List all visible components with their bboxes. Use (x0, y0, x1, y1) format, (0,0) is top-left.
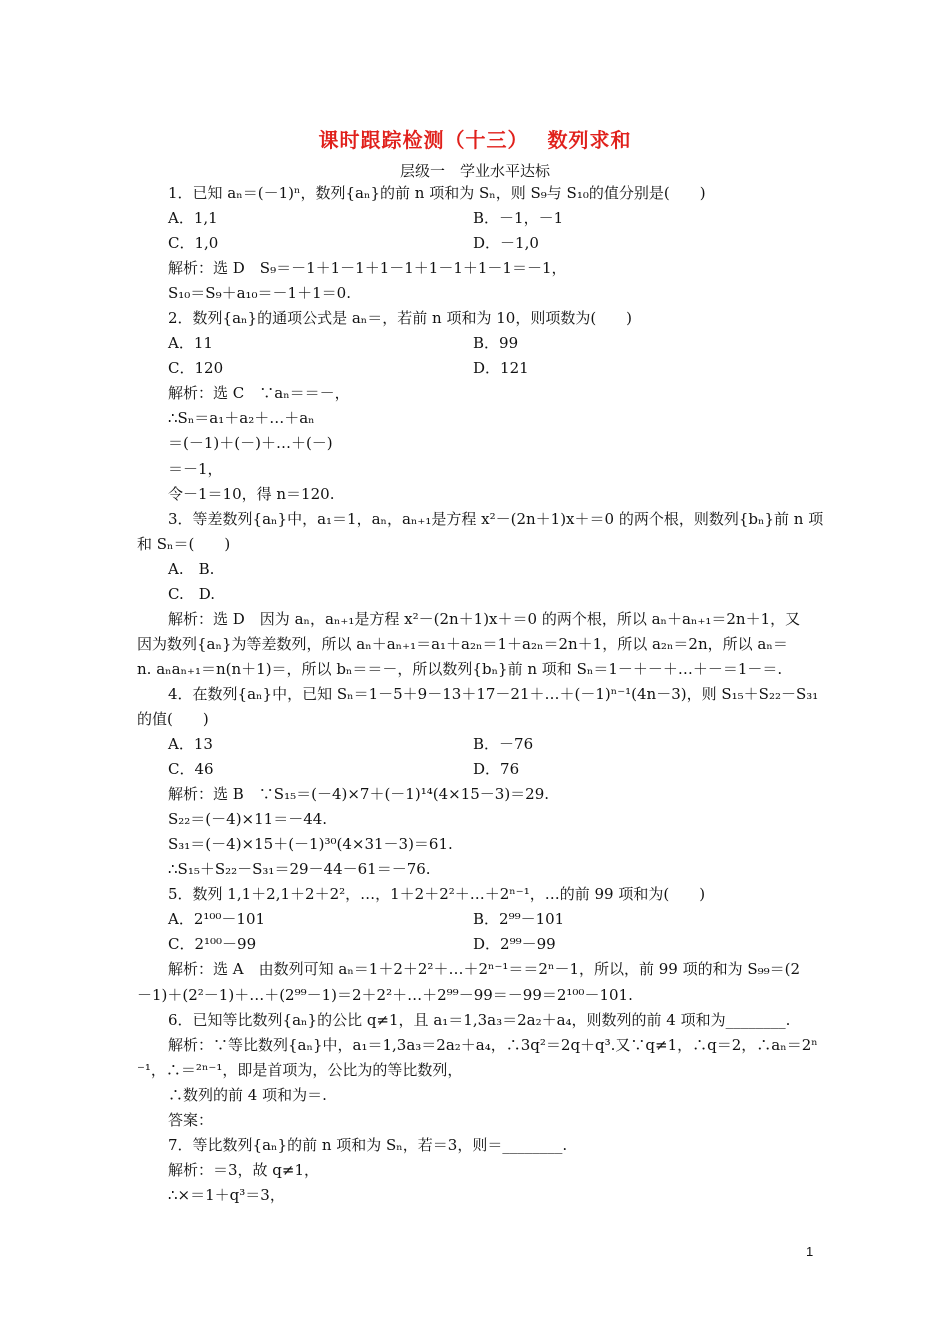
text-line: S₃₁＝(－4)×15＋(－1)³⁰(4×31－3)＝61. (168, 835, 453, 854)
option-left: C．46 (168, 760, 214, 779)
text-line: A. B. (168, 559, 215, 578)
text-line: 3．等差数列{aₙ}中，a₁＝1，aₙ，aₙ₊₁是方程 x²－(2n＋1)x＋＝0 的两个根，则数列{bₙ}前 n 项 (168, 509, 824, 528)
text-line: 解析：＝3，故 q≠1， (168, 1160, 320, 1179)
text-line-continuation: 的值( ) (137, 709, 209, 728)
option-left: A．2¹⁰⁰－101 (168, 910, 266, 929)
text-line: ＝(－1)＋(－)＋…＋(－) (168, 434, 333, 453)
text-line: 解析：选 B ∵S₁₅＝(－4)×7＋(－1)¹⁴(4×15－3)＝29. (168, 785, 550, 804)
text-line: 5．数列 1,1＋2,1＋2＋2²，…，1＋2＋2²＋…＋2ⁿ⁻¹，…的前 99 项和为( ) (168, 885, 706, 904)
text-line-continuation: 因为数列{aₙ}为等差数列，所以 aₙ＋aₙ₊₁＝a₁＋a₂ₙ＝1＋a₂ₙ＝2n＋1，所以 a₂ₙ＝2n，所以 aₙ＝ (137, 634, 788, 653)
text-line: C. D. (168, 584, 215, 603)
option-left: A．13 (168, 735, 213, 754)
text-line: ∴×＝1＋q³＝3， (168, 1185, 285, 1204)
text-line: 6．已知等比数列{aₙ}的公比 q≠1，且 a₁＝1,3a₃＝2a₂＋a₄，则数列的前 4 项和为________. (168, 1010, 791, 1029)
exercise-content (137, 181, 824, 1208)
option-left: C．120 (168, 359, 224, 378)
text-line: 解析：∵等比数列{aₙ}中，a₁＝1,3a₃＝2a₂＋a₄，∴3q²＝2q＋q³.又∵q≠1，∴q＝2，∴aₙ＝2ⁿ (168, 1035, 818, 1054)
text-line: 7．等比数列{aₙ}的前 n 项和为 Sₙ，若＝3，则＝________. (168, 1135, 568, 1154)
option-row (137, 356, 817, 381)
text-line: ∴S₁₅＋S₂₂－S₃₁＝29－44－61＝－76. (168, 860, 431, 879)
option-right: B．－1，－1 (473, 209, 564, 228)
option-left: A．11 (168, 334, 213, 353)
text-line: 解析：选 D 因为 aₙ，aₙ₊₁是方程 x²－(2n＋1)x＋＝0 的两个根，所以 aₙ＋aₙ₊₁＝2n＋1，又 (168, 609, 801, 628)
text-line: 解析：选 C ∵aₙ＝＝－， (168, 384, 350, 403)
text-line: S₁₀＝S₉＋a₁₀＝－1＋1＝0. (168, 284, 351, 303)
option-left: C．2¹⁰⁰－99 (168, 935, 257, 954)
option-right: D．2⁹⁹－99 (473, 935, 556, 954)
text-line-continuation: －1)＋(2²－1)＋…＋(2⁹⁹－1)＝2＋2²＋…＋2⁹⁹－99＝－99＝2¹⁰⁰－101. (137, 985, 633, 1004)
text-line-continuation: 和 Sₙ＝( ) (137, 534, 231, 553)
option-row (137, 932, 817, 957)
page-number: 1 (806, 1244, 814, 1259)
text-line: ∴Sₙ＝a₁＋a₂＋…＋aₙ (168, 409, 315, 428)
option-right: D．－1,0 (473, 234, 539, 253)
text-line: 2．数列{aₙ}的通项公式是 aₙ＝，若前 n 项和为 10，则项数为( ) (168, 309, 633, 328)
option-row (137, 231, 817, 256)
option-right: D．76 (473, 760, 520, 779)
text-line: 4．在数列{aₙ}中，已知 Sₙ＝1－5＋9－13＋17－21＋…＋(－1)ⁿ⁻¹(4n－3)，则 S₁₅＋S₂₂－S₃₁ (168, 684, 819, 703)
option-row (137, 206, 817, 231)
text-line: ∴数列的前 4 项和为＝. (168, 1085, 327, 1104)
option-left: C．1,0 (168, 234, 219, 253)
text-line: 令－1＝10，得 n＝120. (168, 484, 335, 503)
text-line: 1．已知 aₙ＝(－1)ⁿ，数列{aₙ}的前 n 项和为 Sₙ，则 S₉与 S₁₀的值分别是( ) (168, 184, 706, 202)
option-right: B．2⁹⁹－101 (473, 910, 565, 929)
option-row (137, 732, 817, 757)
text-line: 答案： (168, 1110, 214, 1129)
option-left: A．1,1 (168, 209, 218, 228)
option-row (137, 331, 817, 356)
page-title: 课时跟踪检测（十三） 数列求和 (318, 128, 632, 152)
text-line: 解析：选 D S₉＝－1＋1－1＋1－1＋1－1＋1－1＝－1， (168, 259, 567, 278)
text-line-continuation: ⁻¹，∴＝²ⁿ⁻¹，即是首项为，公比为的等比数列， (137, 1060, 463, 1079)
option-right: B．－76 (473, 735, 534, 754)
option-row (137, 757, 817, 782)
text-line: S₂₂＝(－4)×11＝－44. (168, 810, 328, 829)
text-line: 解析：选 A 由数列可知 aₙ＝1＋2＋2²＋…＋2ⁿ⁻¹＝＝2ⁿ－1，所以，前 99 项的和为 S₉₉＝(2 (168, 960, 801, 979)
text-line: ＝－1， (168, 459, 223, 478)
option-right: D．121 (473, 359, 529, 378)
text-line-continuation: n. aₙaₙ₊₁＝n(n＋1)＝，所以 bₙ＝＝－，所以数列{bₙ}前 n 项和 Sₙ＝1－＋－＋…＋－＝1－＝. (137, 659, 783, 678)
option-right: B．99 (473, 334, 519, 353)
option-row (137, 907, 817, 932)
section-subtitle: 层级一 学业水平达标 (399, 162, 550, 180)
